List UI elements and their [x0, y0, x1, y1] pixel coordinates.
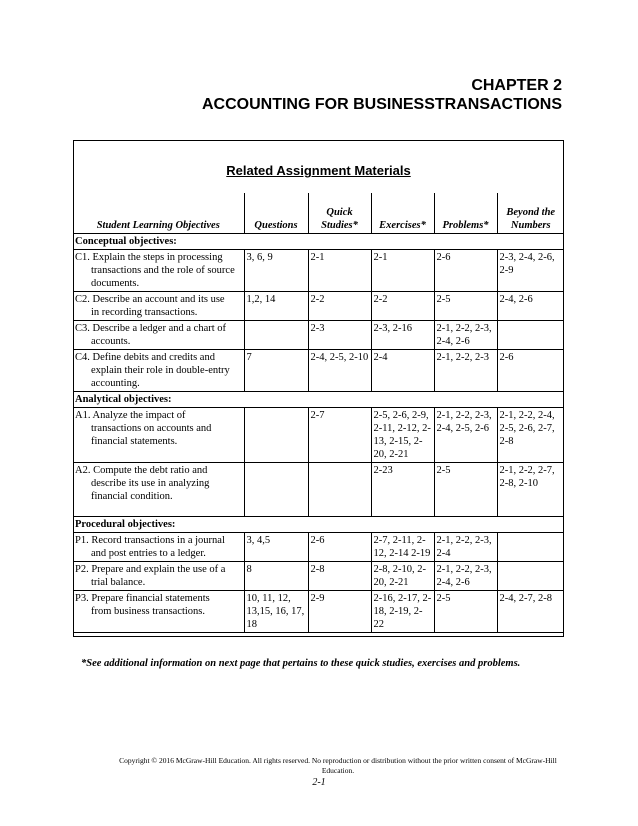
objective-text-cont: accounts. — [91, 336, 131, 347]
quick-studies-cell: 2-3 — [308, 321, 371, 350]
quick-studies-cell: 2-6 — [308, 533, 371, 562]
beyond-cell: 2-6 — [497, 350, 564, 392]
table-row — [73, 321, 564, 350]
chapter-number: CHAPTER 2 — [471, 77, 562, 94]
objective-text: C3. Describe a ledger and a chart of — [75, 323, 227, 334]
objective-cell — [73, 562, 244, 591]
objective-text-cont: transactions on accounts and financial statements. — [91, 423, 212, 447]
questions-cell: 3, 6, 9 — [244, 250, 308, 292]
objective-cell — [73, 350, 244, 392]
exercises-cell: 2-23 — [371, 463, 434, 517]
questions-cell: 1,2, 14 — [244, 292, 308, 321]
objective-text-cont: and post entries to a ledger. — [91, 548, 206, 559]
table-row — [73, 292, 564, 321]
header-questions: Questions — [244, 193, 308, 234]
objective-cell — [73, 408, 244, 463]
section-row — [73, 392, 564, 408]
objective-text: C2. Describe an account and its use — [75, 294, 225, 305]
table-row — [73, 463, 564, 517]
objective-text-cont: transactions and the role of source documents. — [91, 265, 235, 289]
problems-cell: 2-5 — [434, 292, 497, 321]
beyond-cell: 2-3, 2-4, 2-6, 2-9 — [497, 250, 564, 292]
questions-cell: 8 — [244, 562, 308, 591]
header-beyond-numbers: Beyond the Numbers — [497, 193, 564, 234]
questions-cell — [244, 408, 308, 463]
objective-text-cont: explain their role in double-entry accounting. — [91, 365, 230, 389]
objective-cell — [73, 591, 244, 633]
exercises-cell: 2-5, 2-6, 2-9, 2-11, 2-12, 2-13, 2-15, 2-20, 2-21 — [371, 408, 434, 463]
header-quick-studies: Quick Studies* — [308, 193, 371, 234]
quick-studies-cell — [308, 463, 371, 517]
questions-cell: 7 — [244, 350, 308, 392]
exercises-cell: 2-1 — [371, 250, 434, 292]
objective-cell — [73, 533, 244, 562]
section-row — [73, 234, 564, 250]
exercises-cell: 2-16, 2-17, 2-18, 2-19, 2-22 — [371, 591, 434, 633]
table-row — [73, 533, 564, 562]
problems-cell: 2-1, 2-2, 2-3, 2-4 — [434, 533, 497, 562]
objective-text: C4. Define debits and credits and — [75, 352, 215, 363]
objective-text: P3. Prepare financial statements — [75, 593, 210, 604]
quick-studies-cell: 2-4, 2-5, 2-10 — [308, 350, 371, 392]
table-header-row — [73, 193, 564, 234]
objective-text: C1. Explain the steps in processing — [75, 252, 223, 263]
problems-cell: 2-5 — [434, 591, 497, 633]
chapter-title: ACCOUNTING FOR BUSINESSTRANSACTIONS — [201, 96, 562, 113]
table-row — [73, 562, 564, 591]
assignment-table — [73, 193, 564, 633]
footnote: *See additional information on next page that pertains to these quick studies, exercises and problems. — [81, 658, 521, 669]
questions-cell — [244, 321, 308, 350]
beyond-cell: 2-4, 2-6 — [497, 292, 564, 321]
objective-text: A2. Compute the debt ratio and — [75, 465, 208, 476]
section-row — [73, 517, 564, 533]
questions-cell: 10, 11, 12, 13,15, 16, 17, 18 — [244, 591, 308, 633]
table-title: Related Assignment Materials — [226, 163, 411, 178]
table-row — [73, 408, 564, 463]
section-label: Conceptual objectives: — [73, 234, 564, 250]
objective-text-cont: from business transactions. — [91, 606, 206, 617]
objective-text: A1. Analyze the impact of — [75, 410, 186, 421]
questions-cell: 3, 4,5 — [244, 533, 308, 562]
objective-text-cont: describe its use in analyzing financial condition. — [91, 478, 210, 502]
objective-text: P2. Prepare and explain the use of a — [75, 564, 226, 575]
quick-studies-cell: 2-7 — [308, 408, 371, 463]
beyond-cell: 2-1, 2-2, 2-7, 2-8, 2-10 — [497, 463, 564, 517]
quick-studies-cell: 2-2 — [308, 292, 371, 321]
exercises-cell: 2-7, 2-11, 2-12, 2-14 2-19 — [371, 533, 434, 562]
copyright-notice: Copyright © 2016 McGraw-Hill Education. All rights reserved. No reproduction or distribution without the prior written consent of McGraw-Hill Education. — [119, 756, 557, 775]
table-row — [73, 250, 564, 292]
beyond-cell — [497, 562, 564, 591]
beyond-cell: 2-1, 2-2, 2-4, 2-5, 2-6, 2-7, 2-8 — [497, 408, 564, 463]
page-number: 2-1 — [312, 777, 326, 788]
problems-cell: 2-1, 2-2, 2-3 — [434, 350, 497, 392]
header-problems: Problems* — [434, 193, 497, 234]
beyond-cell — [497, 321, 564, 350]
quick-studies-cell: 2-8 — [308, 562, 371, 591]
quick-studies-cell: 2-1 — [308, 250, 371, 292]
quick-studies-cell: 2-9 — [308, 591, 371, 633]
section-label: Analytical objectives: — [73, 392, 564, 408]
exercises-cell: 2-2 — [371, 292, 434, 321]
exercises-cell: 2-8, 2-10, 2-20, 2-21 — [371, 562, 434, 591]
header-exercises: Exercises* — [371, 193, 434, 234]
questions-cell — [244, 463, 308, 517]
objective-cell — [73, 463, 244, 517]
objective-cell — [73, 321, 244, 350]
section-label: Procedural objectives: — [73, 517, 564, 533]
exercises-cell: 2-4 — [371, 350, 434, 392]
exercises-cell: 2-3, 2-16 — [371, 321, 434, 350]
problems-cell: 2-6 — [434, 250, 497, 292]
beyond-cell: 2-4, 2-7, 2-8 — [497, 591, 564, 633]
beyond-cell — [497, 533, 564, 562]
objective-cell — [73, 292, 244, 321]
table-row — [73, 591, 564, 633]
problems-cell: 2-1, 2-2, 2-3, 2-4, 2-6 — [434, 321, 497, 350]
problems-cell: 2-1, 2-2, 2-3, 2-4, 2-5, 2-6 — [434, 408, 497, 463]
objective-cell — [73, 250, 244, 292]
header-objectives: Student Learning Objectives — [73, 193, 244, 234]
objective-text-cont: in recording transactions. — [91, 307, 198, 318]
problems-cell: 2-5 — [434, 463, 497, 517]
objective-text-cont: trial balance. — [91, 577, 146, 588]
table-row — [73, 350, 564, 392]
chapter-heading — [202, 76, 562, 114]
objective-text: P1. Record transactions in a journal — [75, 535, 225, 546]
problems-cell: 2-1, 2-2, 2-3, 2-4, 2-6 — [434, 562, 497, 591]
